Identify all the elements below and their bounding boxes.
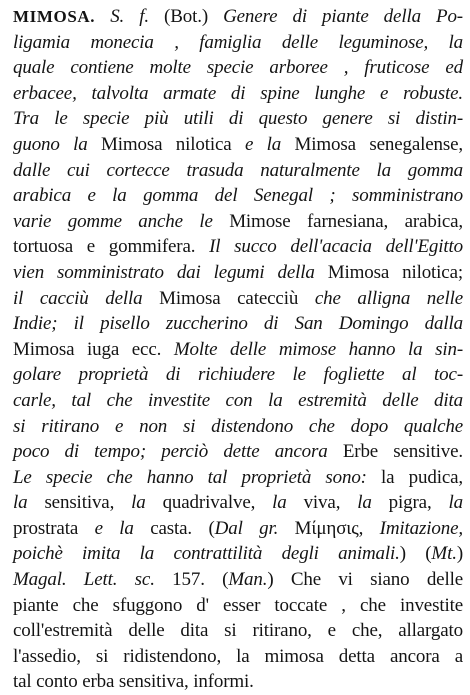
entry-text-segment: ) Che vi siano delle xyxy=(267,569,463,591)
entry-text-segment: ligamia monecia , famiglia delle leguminose, la xyxy=(13,31,463,53)
entry-text-segment: viva, xyxy=(303,492,358,514)
entry-line xyxy=(13,618,463,644)
entry-text-segment: la xyxy=(357,492,389,514)
entry-text-segment: vien somministrato dai legumi della xyxy=(13,261,328,283)
entry-line xyxy=(13,132,463,158)
entry-line xyxy=(13,106,463,132)
entry-line xyxy=(13,439,463,465)
entry-text-segment: che alligna nelle xyxy=(298,287,463,309)
entry-text-segment: Mimosa catecciù xyxy=(159,287,299,309)
entry-text-segment: Mimosa nilotica xyxy=(101,133,232,155)
entry-text-segment: S. f. xyxy=(110,6,149,27)
entry-text-segment: Il succo dell'acacia dell'Egitto xyxy=(195,236,463,258)
entry-line xyxy=(13,669,463,695)
entry-text-segment: casta. xyxy=(150,517,209,539)
entry-line xyxy=(13,362,463,388)
entry-text-segment: carle, tal che investite con la estremità delle dita xyxy=(13,389,463,411)
entry-line xyxy=(13,183,463,209)
entry-text-segment: varie gomme anche le xyxy=(13,210,230,232)
entry-text-segment: si ritirano e non si distendono che dopo qualche xyxy=(13,415,463,437)
entry-text-segment: Mimosa senegalense, xyxy=(294,133,464,155)
entry-text-segment: Magal. Lett. sc. xyxy=(13,569,155,591)
entry-line xyxy=(13,388,463,414)
entry-text-segment: Man. xyxy=(228,569,268,591)
entry-text-segment: (Bot.) xyxy=(148,6,224,27)
entry-text-segment: Tra le specie più utili di questo genere si distin- xyxy=(13,108,463,130)
entry-text-segment: ) xyxy=(456,543,463,565)
entry-line xyxy=(13,337,463,363)
entry-text-segment: quale contiene molte specie arboree , fruticose ed xyxy=(13,57,463,79)
entry-text-segment: prostrata xyxy=(13,517,95,539)
entry-text-segment: ) ( xyxy=(399,543,432,565)
entry-line xyxy=(13,81,463,107)
entry-text-segment: Mt. xyxy=(431,543,457,565)
entry-line xyxy=(13,158,463,184)
entry-text-segment: l'assedio, si ridistendono, la mimosa detta ancora a xyxy=(13,645,463,667)
dictionary-entry xyxy=(13,4,463,695)
entry-text-segment: arabica e la gomma del Senegal ; somministrano xyxy=(13,185,463,207)
entry-text-segment: dalle cui cortecce trasuda naturalmente la gomma xyxy=(13,159,463,181)
entry-text-segment: Le specie che hanno tal proprietà sono: xyxy=(13,466,367,488)
entry-text-segment: pigra, xyxy=(388,492,449,514)
entry-text-segment: Genere di piante della Po- xyxy=(223,6,463,27)
entry-text-segment: la xyxy=(13,492,45,514)
entry-text-segment: Dal gr. xyxy=(214,517,295,539)
entry-text-segment: la xyxy=(448,492,463,514)
entry-text-segment: la xyxy=(272,492,304,514)
entry-text-segment: e la xyxy=(231,133,295,155)
entry-text-segment: Imitazione, xyxy=(379,517,463,539)
entry-line xyxy=(13,55,463,81)
entry-line xyxy=(13,4,463,30)
entry-line xyxy=(13,465,463,491)
entry-line xyxy=(13,541,463,567)
entry-text-segment: Molte delle mimose hanno la sin- xyxy=(161,338,463,360)
entry-text-segment: tal conto erba sensitiva, informi. xyxy=(13,671,254,693)
entry-text-segment: Erbe sensitive. xyxy=(342,441,464,463)
entry-text-segment: erbacee, talvolta armate di spine lunghe e robuste. xyxy=(13,82,463,104)
entry-line xyxy=(13,567,463,593)
entry-line xyxy=(13,516,463,542)
entry-text-segment: Indie; il pisello zuccherino di San Domingo dalla xyxy=(13,313,463,335)
entry-line xyxy=(13,234,463,260)
entry-headword: MIMOSA. xyxy=(13,7,96,26)
entry-text-segment: Mimosa nilotica; xyxy=(327,261,464,283)
entry-text-segment: coll'estremità delle dita si ritirano, e che, allargato xyxy=(13,620,463,642)
entry-text-segment: piante che sfuggono d' esser toccate , che investite xyxy=(13,594,463,616)
entry-line xyxy=(13,209,463,235)
entry-line xyxy=(13,260,463,286)
entry-text-segment: 157. ( xyxy=(154,569,229,591)
entry-text-segment: e la xyxy=(94,517,151,539)
entry-text-segment: Μίμησις, xyxy=(294,517,380,539)
entry-text-segment: Mimose farnesiana, arabica, xyxy=(229,210,463,232)
entry-line xyxy=(13,644,463,670)
entry-text-segment: la pudica, xyxy=(366,466,463,488)
entry-text-segment: sensitiva, xyxy=(44,492,132,514)
entry-text-segment: Mimosa iuga ecc. xyxy=(13,338,162,360)
entry-text-segment: golare proprietà di richiudere le fogliette al toc- xyxy=(13,364,463,386)
entry-line xyxy=(13,30,463,56)
entry-line xyxy=(13,490,463,516)
entry-text-segment: quadrivalve, xyxy=(162,492,273,514)
entry-text-segment: guono la xyxy=(13,133,102,155)
entry-line xyxy=(13,414,463,440)
entry-line xyxy=(13,286,463,312)
entry-text-segment: il cacciù della xyxy=(13,287,160,309)
entry-text-segment: ( xyxy=(208,517,215,539)
entry-text-segment: poco di tempo; perciò dette ancora xyxy=(13,441,343,463)
entry-line xyxy=(13,311,463,337)
entry-text-segment: poichè imita la contrattilità degli animali. xyxy=(13,543,400,565)
entry-text-segment: tortuosa e gommifera. xyxy=(13,236,196,258)
entry-text-segment: la xyxy=(131,492,163,514)
entry-line xyxy=(13,593,463,619)
